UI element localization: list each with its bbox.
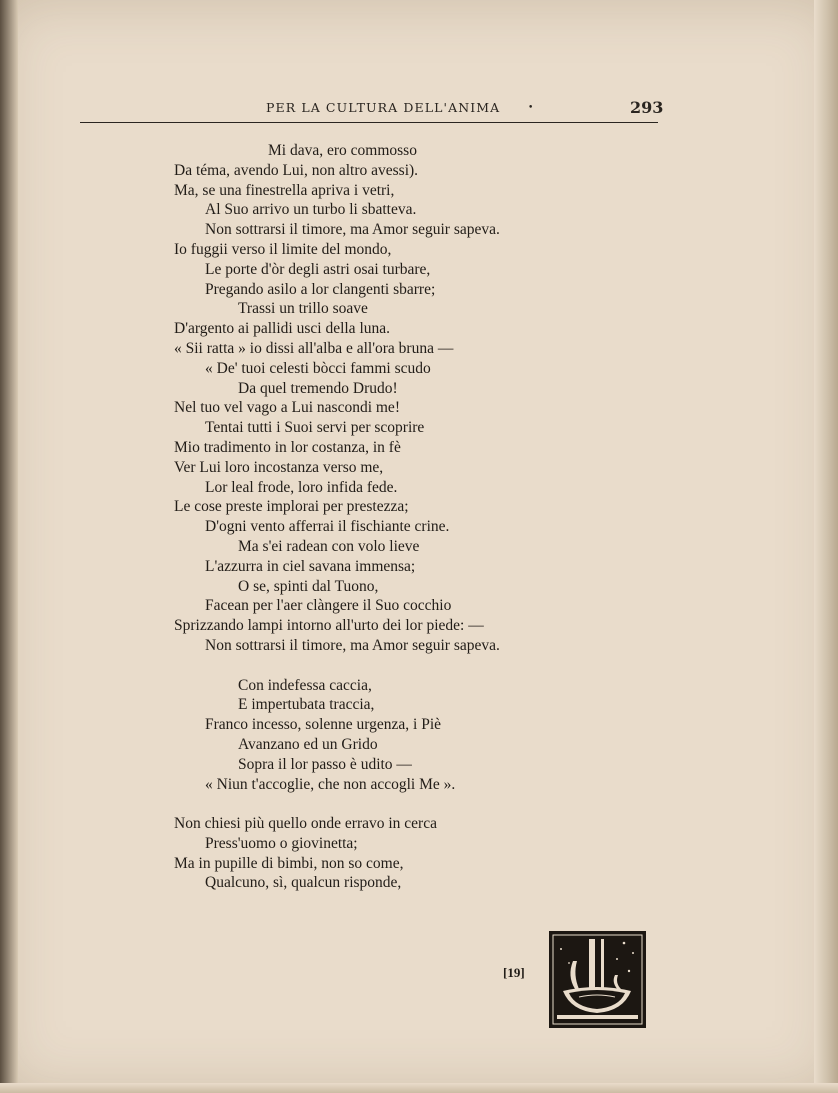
signature-mark: [19] <box>503 965 525 980</box>
poem-line: Da quel tremendo Drudo! <box>238 379 398 397</box>
poem-line: Ma s'ei radean con volo lieve <box>238 537 420 555</box>
poem-line: « Niun t'accoglie, che non accogli Me ». <box>205 775 456 793</box>
header-rule <box>80 122 658 123</box>
poem-line: Ma in pupille di bimbi, non so come, <box>174 854 404 872</box>
poem-line: Sopra il lor passo è udito — <box>238 755 412 773</box>
lamp-woodcut-icon <box>549 931 646 1028</box>
page-gutter <box>0 0 18 1093</box>
poem-body <box>174 141 594 893</box>
poem-line: Le porte d'òr degli astri osai turbare, <box>205 260 431 278</box>
poem-line: Da téma, avendo Lui, non altro avessi). <box>174 161 419 179</box>
page-edge <box>814 0 838 1093</box>
running-head-dot: • <box>528 103 534 113</box>
poem-line: O se, spinti dal Tuono, <box>238 577 379 595</box>
poem-line: Tentai tutti i Suoi servi per scoprire <box>205 419 425 437</box>
poem-line: L'azzurra in ciel savana immensa; <box>205 557 416 575</box>
poem-line: Nel tuo vel vago a Lui nascondi me! <box>174 399 400 417</box>
poem-line: Pregando asilo a lor clangenti sbarre; <box>205 280 436 298</box>
poem-line: Trassi un trillo soave <box>238 300 368 318</box>
poem-line: Non chiesi più quello onde erravo in cerca <box>174 815 437 833</box>
poem-line: Qualcuno, sì, qualcun risponde, <box>205 874 402 892</box>
poem-line: Con indefessa caccia, <box>238 676 372 694</box>
poem-line: Al Suo arrivo un turbo li sbatteva. <box>205 201 417 219</box>
poem-line: Lor leal frode, loro infida fede. <box>205 478 398 496</box>
poem-line: Press'uomo o giovinetta; <box>205 834 358 852</box>
poem-line: Non sottrarsi il timore, ma Amor seguir sapeva. <box>205 221 500 239</box>
poem-line: Le cose preste implorai per prestezza; <box>174 498 409 516</box>
poem-line: Non sottrarsi il timore, ma Amor seguir sapeva. <box>205 636 500 654</box>
poem-line: Facean per l'aer clàngere il Suo cocchio <box>205 597 452 615</box>
poem-line: « De' tuoi celesti bòcci fammi scudo <box>205 359 431 377</box>
poem-line: Avanzano ed un Grido <box>238 735 378 753</box>
poem-line: Ver Lui loro incostanza verso me, <box>174 458 384 476</box>
page-number: 293 <box>630 98 664 117</box>
poem-line: « Sii ratta » io dissi all'alba e all'ora bruna — <box>174 339 454 357</box>
stanza-break <box>174 794 594 814</box>
poem-line: Franco incesso, solenne urgenza, i Piè <box>205 716 442 734</box>
poem-line: Mio tradimento in lor costanza, in fè <box>174 438 401 456</box>
stanza-break <box>174 656 594 676</box>
poem-line: Ma, se una finestrella apriva i vetri, <box>174 181 395 199</box>
poem-line: Mi dava, ero commosso <box>268 142 417 159</box>
poem-line: D'argento ai pallidi usci della luna. <box>174 320 391 338</box>
running-head-title: PER LA CULTURA DELL'ANIMA <box>266 100 501 115</box>
poem-line: Sprizzando lampi intorno all'urto dei lor piede: — <box>174 617 484 635</box>
page-bottom-edge <box>0 1083 838 1093</box>
poem-line: Io fuggii verso il limite del mondo, <box>174 240 392 258</box>
poem-line: E impertubata traccia, <box>238 696 375 714</box>
poem-line: D'ogni vento afferrai il fischiante crine. <box>205 518 450 536</box>
